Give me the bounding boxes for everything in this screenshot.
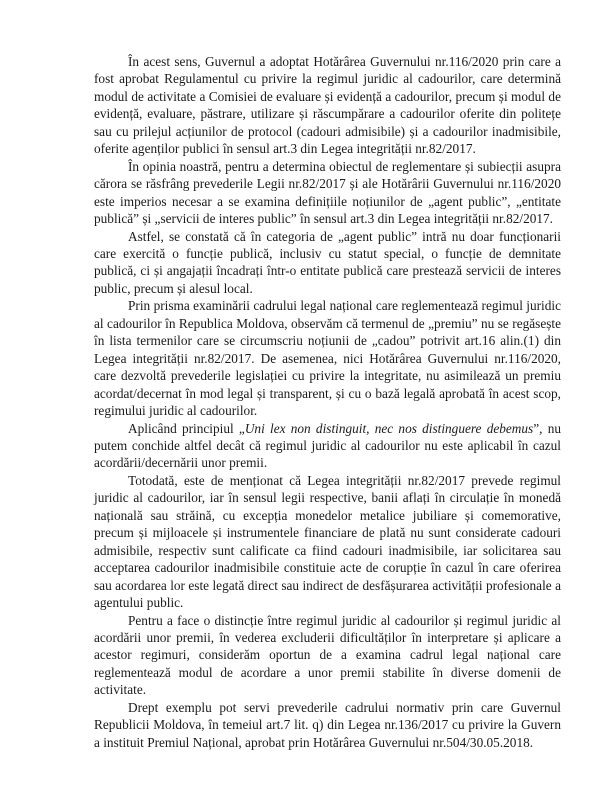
paragraph-agent-public-category: Astfel, se constată că în categoria de „agent public” intră nu doar funcționarii care exercită o funcție publică, inclusiv cu statut special, o funcție de demnitate publică, ci și angajații încadrați într-o entitate publică care prestează servicii de interes public, precum și alesul local. xyxy=(94,228,561,296)
latin-principle-after: ”, nu putem conchide altfel decât că regimul juridic al cadourilor nu este aplicabil în cazul acordării/decernării unor premii. xyxy=(94,420,561,471)
paragraph-inadmissible-gifts: Totodată, este de menționat că Legea integrității nr.82/2017 prevede regimul juridic al cadourilor, iar în sensul legii respective, banii aflați în circulație în monedă națională sau străină, cu excepția monedelor metalice jubiliare și comemorative, precum și mijloacele și instrumentele financiare de plată nu sunt considerate cadouri admisibile, respectiv sunt calificate ca fiind cadouri inadmisibile, iar solicitarea sau acceptarea cadourilor inadmisibile constituie acte de corupție în cazul în care oferirea sau acordarea lor este legată direct sau indirect de desfășurarea activității profesionale a agentului public. xyxy=(94,472,561,611)
paragraph-latin-principle xyxy=(94,420,561,472)
paragraph-opinion-definitions: În opinia noastră, pentru a determina obiectul de reglementare și subiecții asupra cărora se răsfrâng prevederile Legii nr.82/2017 și ale Hotărârii Guvernului nr.116/2020 este imperios necesar a se examina definițiile noțiunilor de „agent public”, „entitate publică” și „servicii de interes public” în sensul art.3 din Legea integrității nr.82/2017. xyxy=(94,158,561,227)
paragraph-national-prize-example: Drept exemplu pot servi prevederile cadrului normativ prin care Guvernul Republicii Moldova, în temeiul art.7 lit. q) din Legea nr.136/2017 cu privire la Guvern a instituit Premiul Național, aprobat prin Hotărârea Guvernului nr.504/30.05.2018. xyxy=(94,699,561,750)
latin-principle-before: Aplicând principiul „ xyxy=(128,420,245,436)
document-body xyxy=(94,53,561,751)
paragraph-gov-decision-116: În acest sens, Guvernul a adoptat Hotărârea Guvernului nr.116/2020 prin care a fost aprobat Regulamentul cu privire la regimul juridic al cadourilor, care determină modul de activitate a Comisiei de evaluare și evidență a cadourilor, precum și modul de evidență, evaluare, păstrare, utilizare și răscumpărare a cadourilor oferite din politețe sau cu prilejul acțiunilor de protocol (cadouri admisibile) și a cadourilor inadmisibile, oferite agenților publici în sensul art.3 din Legea integrității nr.82/2017. xyxy=(94,54,561,157)
paragraph-legal-framework-examination: Prin prisma examinării cadrului legal național care reglementează regimul juridic al cadourilor în Republica Moldova, observăm că termenul de „premiu” nu se regăsește în lista termenilor care se circumscriu noțiunii de „cadou” potrivit art.16 alin.(1) din Legea integrității nr.82/2017. De asemenea, nici Hotărârea Guvernului nr.116/2020, care dezvoltă prevederile legislației cu privire la integritate, nu asimilează un premiu acordat/decernat în mod legal și transparent, și cu o bază legală aprobată în acest scop, regimului juridic al cadourilor. xyxy=(94,298,561,419)
paragraph-distinction-regimes: Pentru a face o distincție între regimul juridic al cadourilor și regimul juridic al acordării unor premii, în vederea excluderii dificultăților în interpretare și aplicare a acestor regimuri, considerăm oportun de a examina cadrul legal național care reglementează modul de acordare a unor premii stabilite în diverse domenii de activitate. xyxy=(94,612,561,698)
latin-principle-quote: Uni lex non distinguit, nec nos distinguere debemus xyxy=(244,420,534,436)
